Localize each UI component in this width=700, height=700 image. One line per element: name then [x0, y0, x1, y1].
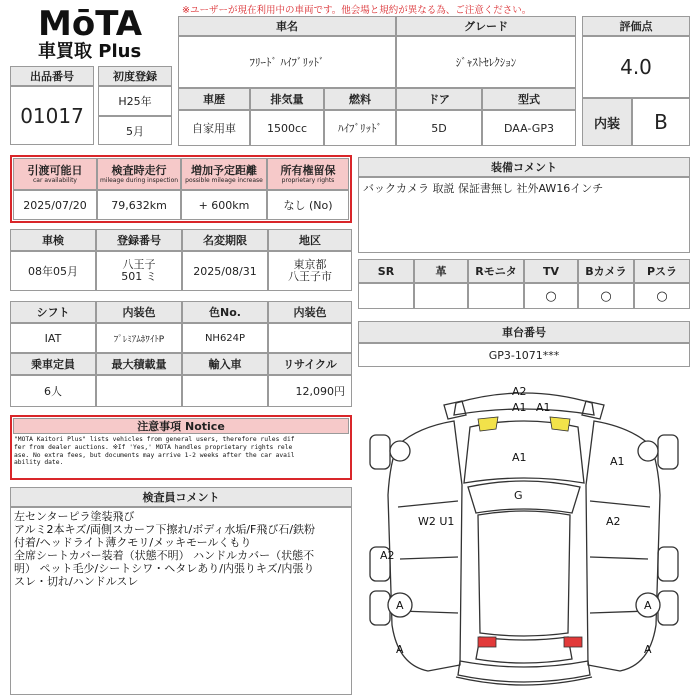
inspector-comment-line-4: 全席シートカバー装着（状態不明） ハンドルカバー（状態不: [14, 549, 315, 562]
notice-line-2: fer from dealer auctions. ※If 'Yes,' MOTA handles proprietary rights rele: [14, 443, 293, 451]
availability-date-label-en: car availability: [33, 176, 77, 184]
mileage-increase-header: [181, 158, 267, 190]
vehicle-name: ﾌﾘｰﾄﾞ ﾊｲﾌﾞﾘｯﾄﾞ: [178, 36, 396, 88]
damage-mark-front-left: A1: [512, 401, 527, 414]
region-header: 地区: [268, 229, 352, 251]
displacement: 1500cc: [250, 110, 324, 146]
interior-header: 内装色: [268, 301, 352, 323]
shift: IAT: [10, 323, 96, 353]
interior: [268, 323, 352, 353]
recycle-header: リサイクル: [268, 353, 352, 375]
option-rmonitor-value: [468, 283, 524, 309]
inspector-comment-body: [10, 507, 352, 695]
inspector-comment-line-1: 左センターピラ塗装飛び: [14, 510, 135, 523]
model-header: 型式: [482, 88, 576, 110]
damage-mark-left-rear-wheel: A: [396, 643, 404, 656]
vehicle-name-header: 車名: [178, 16, 396, 36]
option-tv-value: ○: [524, 283, 578, 309]
displacement-header: 排気量: [250, 88, 324, 110]
damage-mark-left-wheel: A: [396, 599, 404, 612]
mileage-label-en: mileage during inspection: [99, 176, 179, 184]
chassis-number: GP3-1071***: [358, 343, 690, 367]
option-sr-value: [358, 283, 414, 309]
proprietary-rights-label: 所有権留保: [280, 163, 336, 177]
interior-color: ﾌﾟﾚﾐｱﾑﾎﾜｲﾄP: [96, 323, 182, 353]
notice-line-1: "MOTA Kaitori Plus" lists vehicles from general users, therefore rules dif: [14, 436, 295, 443]
inspector-comment-line-3: 付着/ヘッドライト薄クモリ/メッキモールくもり: [14, 536, 252, 549]
doors-header: ドア: [396, 88, 482, 110]
interior-score-value: B: [632, 98, 690, 146]
color-no: NH624P: [182, 323, 268, 353]
color-no-header: 色No.: [182, 301, 268, 323]
option-leather-value: [414, 283, 468, 309]
inspection-header: 車検: [10, 229, 96, 251]
region-line-2: 八王子市: [288, 270, 332, 283]
inspector-comment-line-5: 明） ペット毛少/シートシワ・ヘタレあり/内張りキズ/内張り: [14, 562, 315, 575]
option-pslide-header: Pスラ: [634, 259, 690, 283]
inspector-comment-header: 検査員コメント: [10, 487, 352, 507]
inspector-comment-line-6: スレ・切れ/ハンドルスレ: [14, 575, 139, 588]
region-line-1: 東京都: [293, 258, 327, 271]
damage-mark-front-bumper: A2: [512, 385, 527, 398]
proprietary-rights: なし (No): [267, 190, 349, 220]
notice-line-3: ase. No extra fees, but documents may arrive 1-2 weeks after the car avail: [14, 451, 295, 459]
availability-date: 2025/07/20: [13, 190, 97, 220]
recycle: 12,090円: [268, 375, 352, 407]
inspection-date: 08年05月: [10, 251, 96, 291]
option-leather-header: 革: [414, 259, 468, 283]
damage-map: [358, 375, 690, 695]
interior-score-header: 内装: [582, 98, 632, 146]
logo-subtitle: 車買取 Plus: [38, 41, 142, 62]
damage-mark-hood: A1: [512, 451, 527, 464]
model: DAA-GP3: [482, 110, 576, 146]
history-header: 車歴: [178, 88, 250, 110]
fuel: ﾊｲﾌﾞﾘｯﾄﾞ: [324, 110, 396, 146]
import: [182, 375, 268, 407]
score-value: 4.0: [582, 36, 690, 98]
option-rmonitor-header: Rモニタ: [468, 259, 524, 283]
mileage-increase-label-en: possible mileage increase: [185, 176, 263, 184]
plate-line-2: 501 ミ: [121, 270, 157, 283]
listing-number: 01017: [10, 86, 94, 145]
name-change-deadline: 2025/08/31: [182, 251, 268, 291]
damage-mark-windshield: G: [514, 489, 523, 502]
damage-mark-front-right: A1: [536, 401, 551, 414]
first-registration-header: 初度登録: [98, 66, 172, 86]
inspector-comment-line-2: アルミ2本キズ/両側スカーフ下擦れ/ボディ水垢/F飛び石/鉄粉: [14, 523, 316, 536]
option-sr-header: SR: [358, 259, 414, 283]
mileage-increase: + 600km: [181, 190, 267, 220]
notice-line-4: ability date.: [14, 459, 64, 467]
chassis-header: 車台番号: [358, 321, 690, 343]
damage-mark-left-rear: A2: [380, 549, 395, 562]
capacity: 6人: [10, 375, 96, 407]
first-registration-month: 5月: [98, 116, 172, 145]
equipment-comment: バックカメラ 取説 保証書無し 社外AW16インチ: [358, 177, 690, 253]
score-header: 評価点: [582, 16, 690, 36]
availability-date-label: 引渡可能日: [27, 163, 83, 177]
equipment-comment-header: 装備コメント: [358, 157, 690, 177]
plate-header: 登録番号: [96, 229, 182, 251]
mileage-label: 検査時走行: [111, 163, 167, 177]
notice-header: 注意事項 Notice: [13, 418, 349, 434]
top-warning: ※ユーザーが現在利用中の車両です。他会場と規約が異なる為、ご注意ください。: [182, 5, 532, 16]
doors: 5D: [396, 110, 482, 146]
damage-mark-right-rear-wheel: A: [644, 643, 652, 656]
damage-mark-right-door: A2: [606, 515, 621, 528]
mota-logo: [38, 6, 148, 62]
capacity-header: 乗車定員: [10, 353, 96, 375]
plate-line-1: 八王子: [122, 258, 156, 271]
max-load: [96, 375, 182, 407]
option-bcamera-value: ○: [578, 283, 634, 309]
mileage-increase-label: 増加予定距離: [191, 163, 257, 177]
first-registration-year: H25年: [98, 86, 172, 116]
notice-body: [14, 436, 348, 478]
grade-header: グレード: [396, 16, 576, 36]
fuel-header: 燃料: [324, 88, 396, 110]
availability-date-header: [13, 158, 97, 190]
damage-mark-right-wheel: A: [644, 599, 652, 612]
option-tv-header: TV: [524, 259, 578, 283]
name-change-header: 名変期限: [182, 229, 268, 251]
shift-header: シフト: [10, 301, 96, 323]
listing-number-header: 出品番号: [10, 66, 94, 86]
mileage: 79,632km: [97, 190, 181, 220]
interior-color-header: 内装色: [96, 301, 182, 323]
option-bcamera-header: Bカメラ: [578, 259, 634, 283]
grade: ｼﾞｬｽﾄｾﾚｸｼｮﾝ: [396, 36, 576, 88]
damage-mark-right-fender: A1: [610, 455, 625, 468]
logo-text: MōTA: [38, 4, 143, 44]
region: [268, 251, 352, 291]
damage-mark-left-door: W2 U1: [418, 515, 455, 528]
import-header: 輸入車: [182, 353, 268, 375]
max-load-header: 最大積載量: [96, 353, 182, 375]
plate-number: [96, 251, 182, 291]
mileage-header: [97, 158, 181, 190]
proprietary-rights-header: [267, 158, 349, 190]
proprietary-rights-label-en: proprietary rights: [281, 176, 335, 184]
history: 自家用車: [178, 110, 250, 146]
car-outline-diagram: [358, 375, 690, 695]
option-pslide-value: ○: [634, 283, 690, 309]
